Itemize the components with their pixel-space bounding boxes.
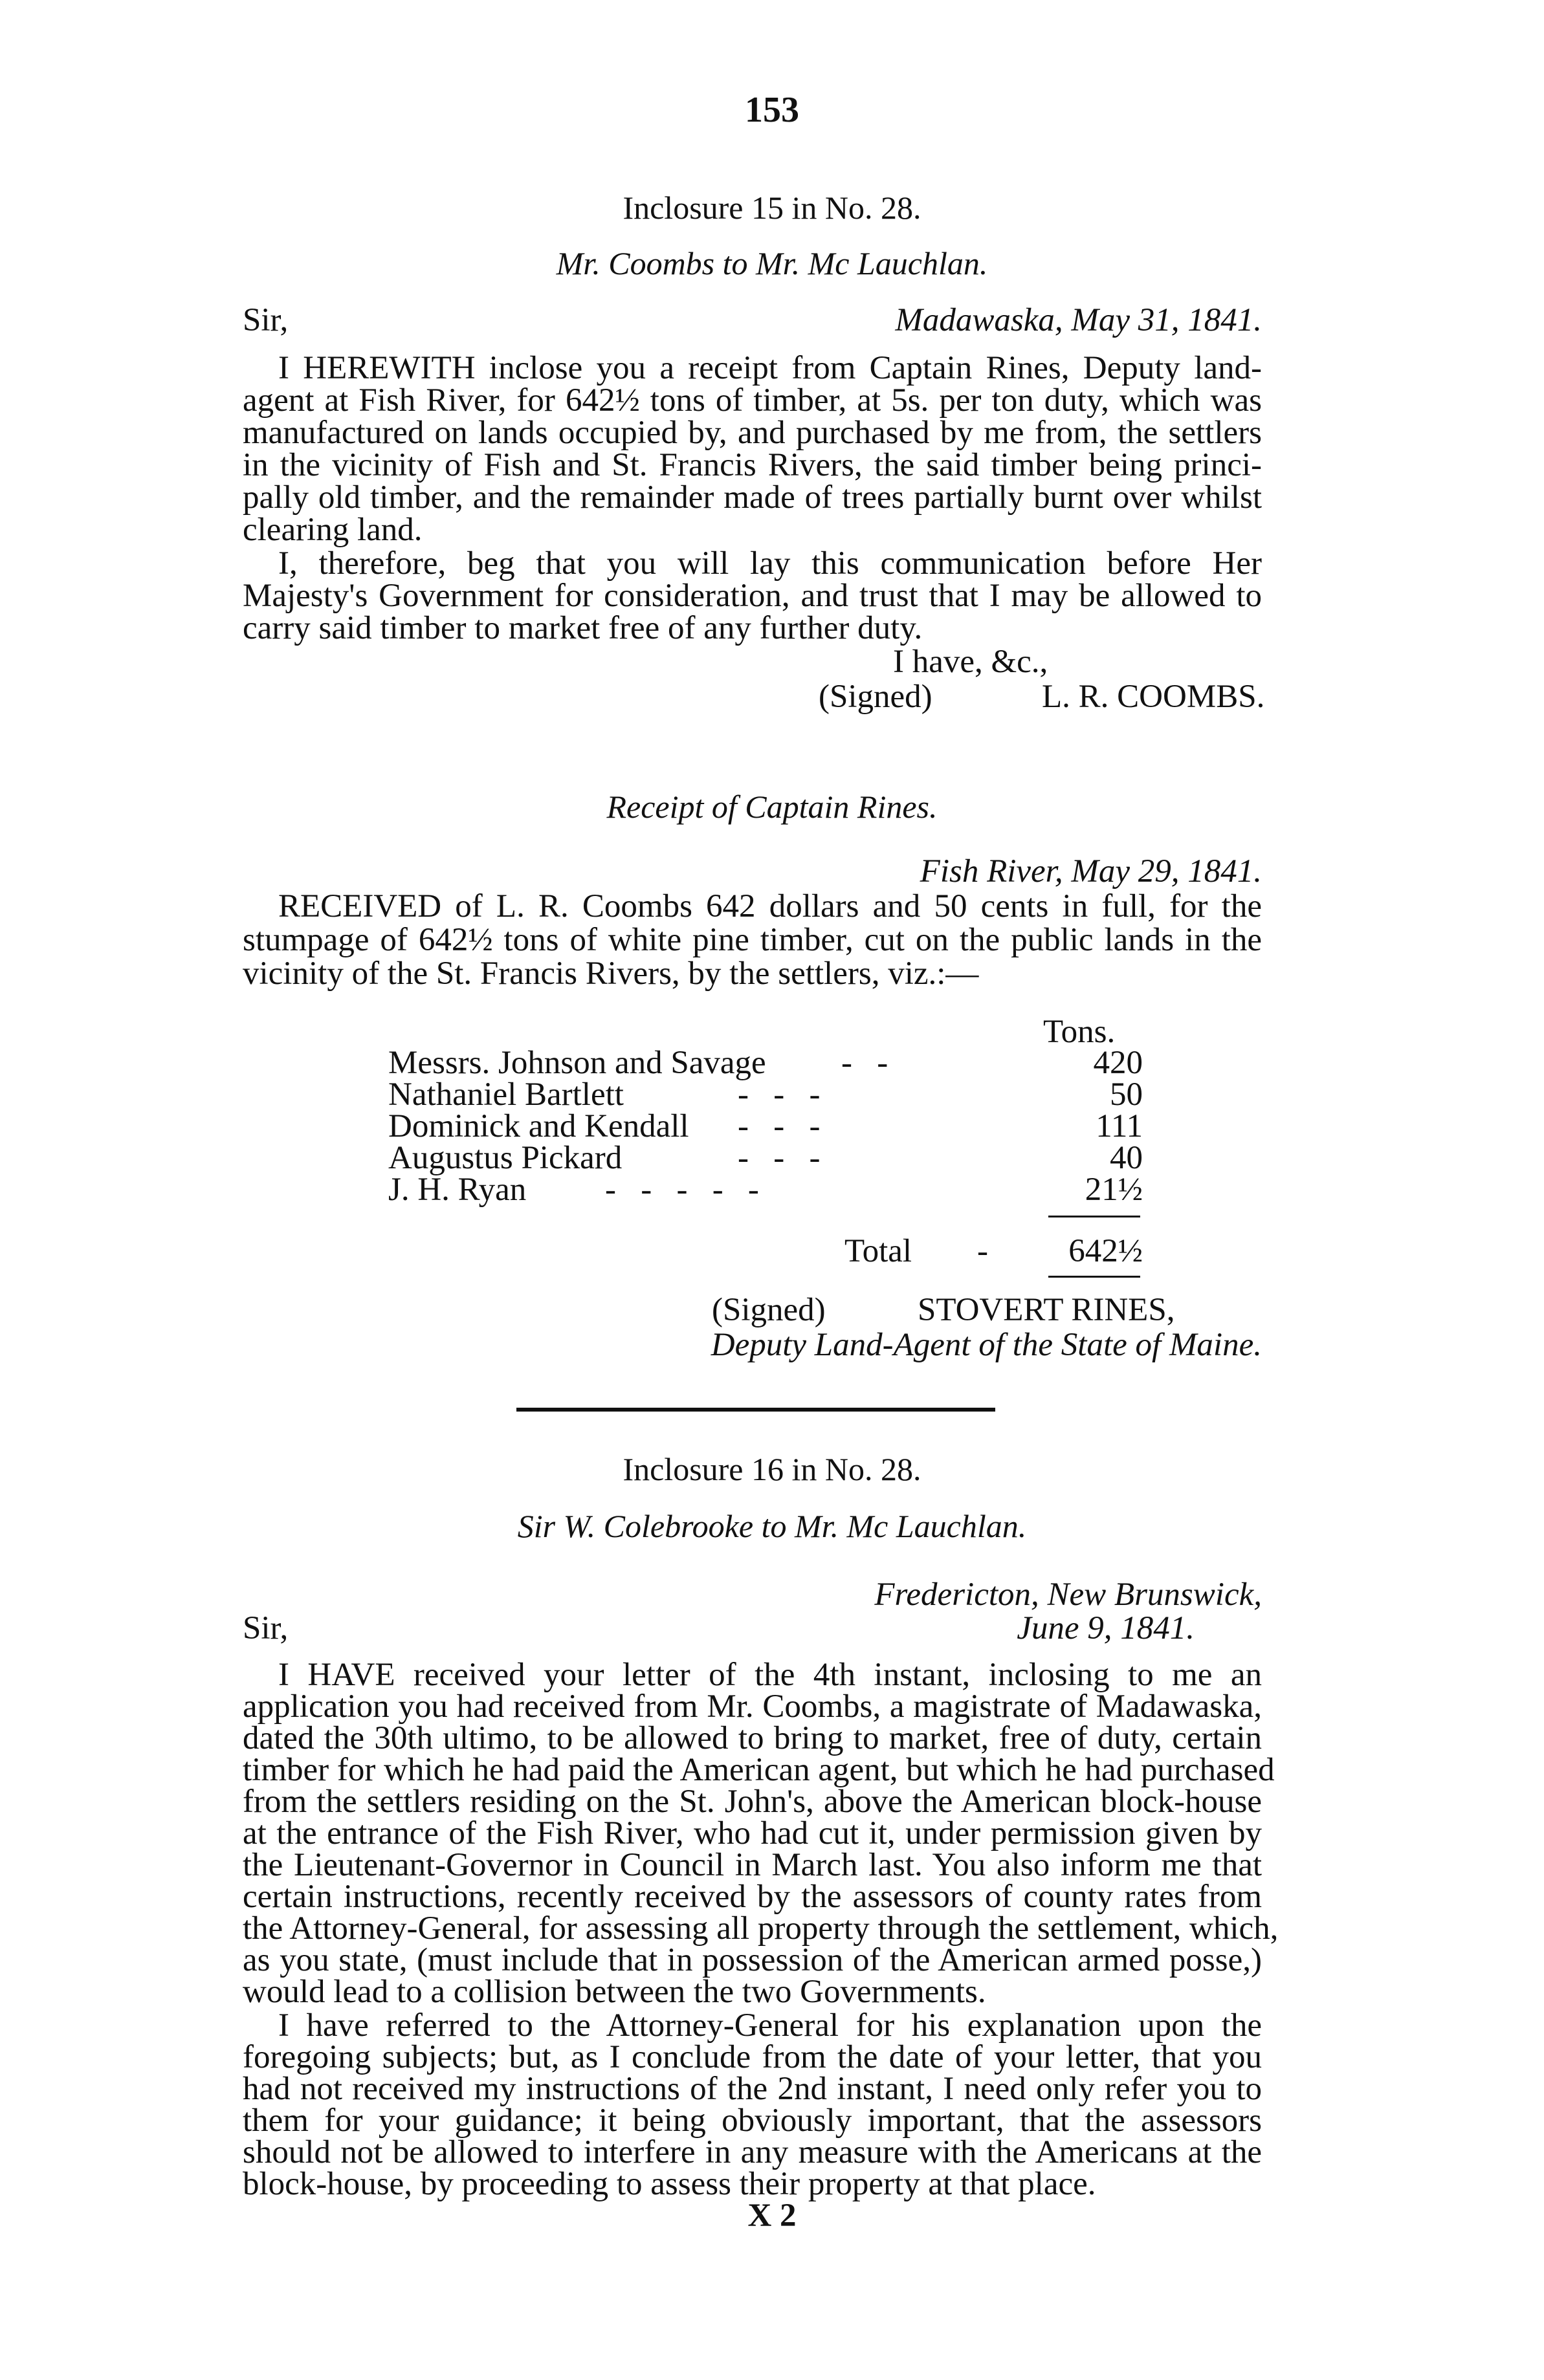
salutation: Sir, [243,1610,289,1646]
receipt-row-dashes: - - [841,1045,888,1081]
receipt-signer-title: Deputy Land-Agent of the State of Maine. [711,1327,1262,1363]
body-line: pally old timber, and the remainder made of trees partially burnt over whilst [243,479,1262,516]
receipt-row-name: Messrs. Johnson and Savage [388,1045,766,1081]
body-line: would lead to a collision between the two Governments. [243,1974,986,2010]
body-line: manufactured on lands occupied by, and purchased by me from, the settlers [243,415,1262,451]
total-rule [1048,1276,1140,1278]
salutation: Sir, [243,302,289,338]
receipt-signer: STOVERT RINES, [918,1292,1175,1328]
body-line: application you had received from Mr. Coombs, a magistrate of Madawaska, [243,1688,1262,1725]
inclosure-15-subheading: Mr. Coombs to Mr. Mc Lauchlan. [556,245,988,281]
body-line: carry said timber to market free of any further duty. [243,610,923,646]
receipt-row-name: J. H. Ryan [388,1172,527,1208]
body-line: had not received my instructions of the 2nd instant, I need only refer you to [243,2071,1262,2107]
body-line: at the entrance of the Fish River, who had cut it, under permission given by [243,1815,1262,1851]
body-line: in the vicinity of Fish and St. Francis Rivers, the said timber being princi- [243,447,1262,483]
body-line: I HAVE received your letter of the 4th instant, inclosing to me an [278,1657,1262,1693]
receipt-row-tons: 40 [1110,1140,1143,1176]
receipt-dateline: Fish River, May 29, 1841. [920,853,1262,890]
receipt-row-tons: 50 [1110,1076,1143,1113]
receipt-row-dashes: - - - - - [605,1172,759,1208]
receipt-heading: Receipt of Captain Rines. [606,789,938,825]
inclosure-15-heading: Inclosure 15 in No. 28. [623,190,921,226]
receipt-row-tons: 21½ [1085,1172,1143,1208]
total-label: Total [844,1233,912,1269]
body-line: agent at Fish River, for 642½ tons of timber, at 5s. per ton duty, which was [243,382,1262,419]
signed-label: (Signed) [819,679,932,715]
body-line: I have referred to the Attorney-General for his explanation upon the [278,2007,1262,2044]
receipt-signed-label: (Signed) [712,1292,826,1328]
receipt-row-dashes: - - - [738,1108,821,1144]
inclosure-16-subheading: Sir W. Colebrooke to Mr. Mc Lauchlan. [517,1508,1027,1544]
receipt-row-name: Nathaniel Bartlett [388,1076,624,1113]
inclosure-16-heading: Inclosure 16 in No. 28. [623,1451,921,1487]
body-line: I HEREWITH inclose you a receipt from Captain Rines, Deputy land- [278,350,1262,386]
total-dash: - [977,1233,988,1269]
body-line: certain instructions, recently received by the assessors of county rates from [243,1879,1262,1915]
tons-header: Tons. [1043,1014,1116,1050]
signature-mark: X 2 [747,2198,797,2234]
subtotal-rule [1048,1216,1140,1217]
body-line: vicinity of the St. Francis Rivers, by the settlers, viz.:— [243,955,979,992]
receipt-row-dashes: - - - [738,1140,821,1176]
body-line: should not be allowed to interfere in any measure with the Americans at the [243,2134,1262,2170]
section-divider [516,1408,995,1412]
signer-name: L. R. COOMBS. [1042,679,1265,715]
receipt-row-dashes: - - - [738,1076,821,1113]
receipt-row-tons: 420 [1093,1045,1143,1081]
dateline: Madawaska, May 31, 1841. [895,302,1262,338]
body-line: RECEIVED of L. R. Coombs 642 dollars and 50 cents in full, for the [278,888,1262,924]
body-line: the Attorney-General, for assessing all property through the settlement, which, [243,1910,1279,1947]
receipt-row-name: Augustus Pickard [388,1140,623,1176]
page-number: 153 [745,90,799,130]
body-line: I, therefore, beg that you will lay this communication before Her [278,545,1262,582]
body-line: clearing land. [243,512,423,548]
closing: I have, &c., [893,644,1048,680]
body-line: foregoing subjects; but, as I conclude from the date of your letter, that you [243,2039,1262,2075]
body-line: Majesty's Government for consideration, and trust that I may be allowed to [243,578,1262,614]
place-line: Fredericton, New Brunswick, [874,1577,1262,1613]
body-line: as you state, (must include that in possession of the American armed posse,) [243,1942,1262,1978]
body-line: stumpage of 642½ tons of white pine timber, cut on the public lands in the [243,922,1262,958]
date-line: June 9, 1841. [1017,1610,1195,1646]
body-line: them for your guidance; it being obviously important, that the assessors [243,2102,1262,2139]
body-line: block-house, by proceeding to assess their property at that place. [243,2166,1096,2202]
receipt-row-tons: 111 [1096,1108,1143,1144]
body-line: the Lieutenant-Governor in Council in March last. You also inform me that [243,1847,1262,1883]
total-value: 642½ [1068,1233,1143,1269]
body-line: from the settlers residing on the St. John's, above the American block-house [243,1784,1262,1820]
body-line: timber for which he had paid the American agent, but which he had purchased [243,1752,1275,1788]
receipt-row-name: Dominick and Kendall [388,1108,689,1144]
body-line: dated the 30th ultimo, to be allowed to bring to market, free of duty, certain [243,1720,1262,1756]
